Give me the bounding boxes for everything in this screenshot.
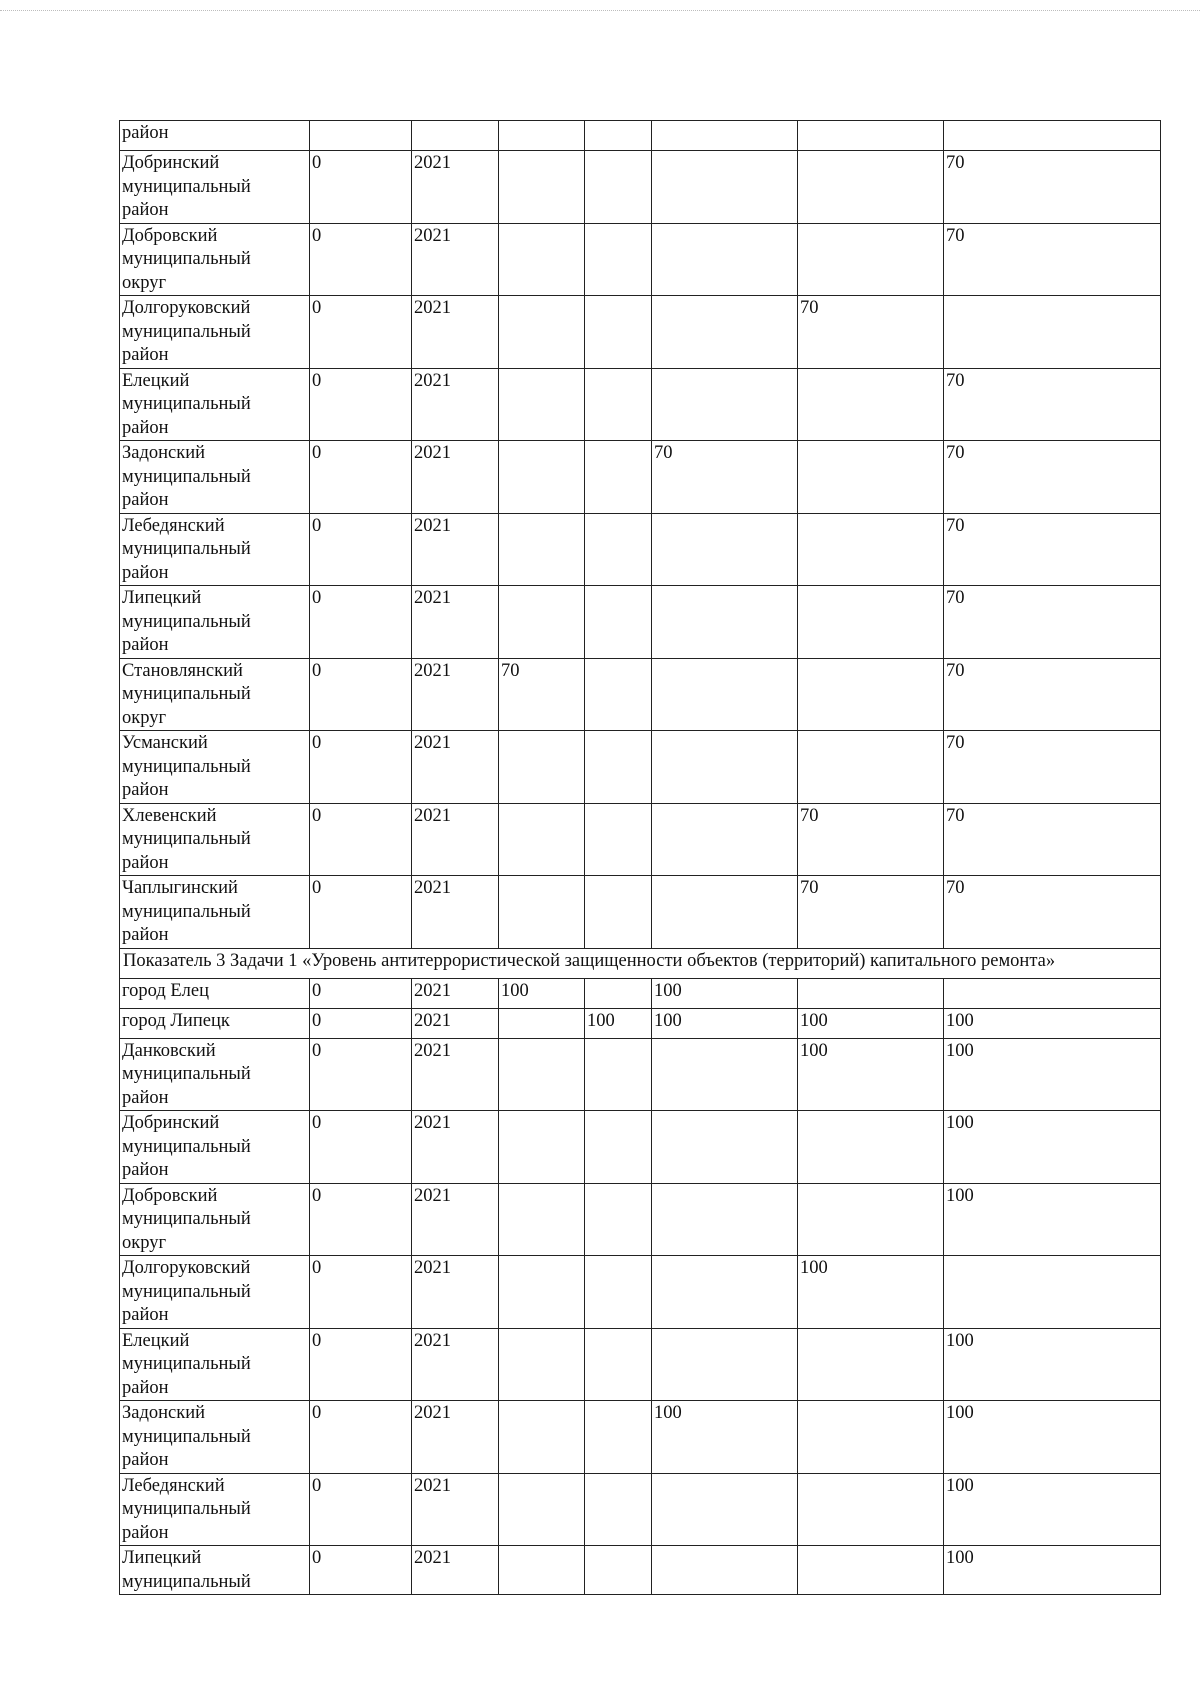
- table-cell: [499, 586, 585, 659]
- table-cell: [585, 368, 652, 441]
- table-cell: [585, 1038, 652, 1111]
- municipality-name-cell: Чаплыгинский муниципальный район: [120, 876, 310, 949]
- table-cell: 2021: [412, 368, 499, 441]
- municipality-name-cell: Усманский муниципальный район: [120, 731, 310, 804]
- table-row: [120, 1008, 1161, 1038]
- indicator-header-row: [120, 948, 1161, 978]
- table-cell: [944, 121, 1161, 151]
- table-cell: [585, 1473, 652, 1546]
- table-cell: 100: [944, 1038, 1161, 1111]
- table-cell: [499, 1038, 585, 1111]
- table-cell: 2021: [412, 513, 499, 586]
- table-cell: 0: [310, 731, 412, 804]
- table-cell: 70: [944, 731, 1161, 804]
- table-cell: 0: [310, 513, 412, 586]
- table-row: [120, 803, 1161, 876]
- table-cell: [499, 1546, 585, 1595]
- table-cell: [798, 151, 944, 224]
- table-cell: 0: [310, 1328, 412, 1401]
- table-cell: [652, 586, 798, 659]
- table-cell: [499, 1256, 585, 1329]
- municipality-name-cell: Долгоруковский муниципальный район: [120, 1256, 310, 1329]
- table-cell: 0: [310, 441, 412, 514]
- table-cell: 100: [944, 1111, 1161, 1184]
- table-row: [120, 1256, 1161, 1329]
- table-row: [120, 151, 1161, 224]
- table-cell: 2021: [412, 586, 499, 659]
- municipality-name-cell: Добринский муниципальный район: [120, 151, 310, 224]
- table-cell: [412, 121, 499, 151]
- municipality-name-cell: Хлевенский муниципальный район: [120, 803, 310, 876]
- table-row: [120, 1473, 1161, 1546]
- table-cell: [499, 1473, 585, 1546]
- municipality-name-cell: Елецкий муниципальный район: [120, 1328, 310, 1401]
- table-row: [120, 513, 1161, 586]
- table-cell: 0: [310, 1256, 412, 1329]
- table-row: [120, 1401, 1161, 1474]
- municipality-name-cell: город Липецк: [120, 1008, 310, 1038]
- table-cell: [310, 121, 412, 151]
- table-cell: 2021: [412, 223, 499, 296]
- table-cell: 0: [310, 1008, 412, 1038]
- table-row: [120, 586, 1161, 659]
- table-cell: [585, 1183, 652, 1256]
- table-row: [120, 368, 1161, 441]
- table-cell: [798, 368, 944, 441]
- table-cell: [585, 1401, 652, 1474]
- table-cell: [798, 223, 944, 296]
- table-cell: 0: [310, 223, 412, 296]
- municipality-name-cell: Добринский муниципальный район: [120, 1111, 310, 1184]
- table-cell: 70: [798, 296, 944, 369]
- table-row: [120, 1111, 1161, 1184]
- table-cell: 70: [944, 513, 1161, 586]
- table-cell: [652, 1328, 798, 1401]
- table-cell: [585, 658, 652, 731]
- table-cell: 0: [310, 978, 412, 1008]
- table-cell: [652, 803, 798, 876]
- table-cell: 70: [798, 876, 944, 949]
- table-cell: 2021: [412, 441, 499, 514]
- municipality-name-cell: район: [120, 121, 310, 151]
- table-cell: [652, 1256, 798, 1329]
- table-cell: [652, 151, 798, 224]
- table-cell: [499, 223, 585, 296]
- municipality-name-cell: Данковский муниципальный район: [120, 1038, 310, 1111]
- table-cell: [499, 1111, 585, 1184]
- table-cell: [798, 1473, 944, 1546]
- table-cell: 100: [652, 1401, 798, 1474]
- table-cell: [499, 1328, 585, 1401]
- table-cell: 2021: [412, 1256, 499, 1329]
- table-row: [120, 296, 1161, 369]
- table-cell: 0: [310, 1111, 412, 1184]
- table-cell: 2021: [412, 1401, 499, 1474]
- table-cell: 70: [652, 441, 798, 514]
- table-cell: [499, 513, 585, 586]
- table-cell: 2021: [412, 151, 499, 224]
- table-cell: 2021: [412, 978, 499, 1008]
- table-cell: [798, 513, 944, 586]
- table-cell: [944, 296, 1161, 369]
- table-cell: [585, 1546, 652, 1595]
- table-cell: 0: [310, 1546, 412, 1595]
- table-cell: 70: [944, 368, 1161, 441]
- table-cell: 2021: [412, 1111, 499, 1184]
- table-cell: 100: [585, 1008, 652, 1038]
- table-cell: [652, 368, 798, 441]
- table-cell: [585, 223, 652, 296]
- table-cell: [585, 731, 652, 804]
- table-cell: 70: [499, 658, 585, 731]
- table-cell: [944, 978, 1161, 1008]
- table-cell: [499, 368, 585, 441]
- table-cell: 0: [310, 296, 412, 369]
- table-cell: [585, 876, 652, 949]
- table-cell: 70: [944, 151, 1161, 224]
- table-cell: 2021: [412, 1183, 499, 1256]
- table-row: [120, 223, 1161, 296]
- table-cell: 100: [944, 1546, 1161, 1595]
- table-cell: 2021: [412, 658, 499, 731]
- table-cell: [499, 296, 585, 369]
- table-cell: [585, 296, 652, 369]
- table-cell: [652, 121, 798, 151]
- table-row: [120, 876, 1161, 949]
- table-row: [120, 1183, 1161, 1256]
- table-cell: [585, 151, 652, 224]
- table-cell: [798, 1328, 944, 1401]
- table-row: [120, 441, 1161, 514]
- table-cell: [798, 731, 944, 804]
- table-row: [120, 1546, 1161, 1595]
- table-row: [120, 731, 1161, 804]
- table-cell: [652, 1183, 798, 1256]
- table-cell: [652, 1546, 798, 1595]
- table-cell: 2021: [412, 1038, 499, 1111]
- table-cell: [499, 151, 585, 224]
- table-cell: [652, 223, 798, 296]
- table-cell: 2021: [412, 296, 499, 369]
- table-cell: [652, 658, 798, 731]
- table-cell: 100: [944, 1008, 1161, 1038]
- table-cell: [652, 731, 798, 804]
- table-cell: [944, 1256, 1161, 1329]
- scan-edge-line: [0, 10, 1200, 11]
- municipality-name-cell: Липецкий муниципальный район: [120, 586, 310, 659]
- table-cell: 2021: [412, 1546, 499, 1595]
- table-cell: [499, 121, 585, 151]
- table-row: [120, 1328, 1161, 1401]
- table-cell: [798, 441, 944, 514]
- table-cell: [652, 1111, 798, 1184]
- table-cell: 2021: [412, 1473, 499, 1546]
- table-cell: [499, 441, 585, 514]
- table-cell: 2021: [412, 803, 499, 876]
- table-cell: [499, 1008, 585, 1038]
- table-cell: 100: [944, 1183, 1161, 1256]
- table-cell: 100: [652, 1008, 798, 1038]
- table-cell: [585, 441, 652, 514]
- table-cell: [499, 803, 585, 876]
- municipality-name-cell: Становлянский муниципальный округ: [120, 658, 310, 731]
- table-cell: 0: [310, 1473, 412, 1546]
- table-cell: 0: [310, 1183, 412, 1256]
- table-cell: [798, 1401, 944, 1474]
- table-cell: 2021: [412, 1328, 499, 1401]
- table-cell: [798, 586, 944, 659]
- table-row: [120, 978, 1161, 1008]
- table-cell: 0: [310, 151, 412, 224]
- table-cell: [798, 1183, 944, 1256]
- table-cell: 0: [310, 876, 412, 949]
- table-cell: [499, 1401, 585, 1474]
- table-cell: [585, 121, 652, 151]
- table-cell: 0: [310, 586, 412, 659]
- table-cell: [585, 1256, 652, 1329]
- municipality-name-cell: Долгоруковский муниципальный район: [120, 296, 310, 369]
- table-cell: 0: [310, 1038, 412, 1111]
- table-row: [120, 1038, 1161, 1111]
- table-cell: [585, 1328, 652, 1401]
- table-cell: [499, 731, 585, 804]
- table-cell: [585, 586, 652, 659]
- municipality-name-cell: Задонский муниципальный район: [120, 441, 310, 514]
- municipality-name-cell: Липецкий муниципальный: [120, 1546, 310, 1595]
- table-cell: [585, 513, 652, 586]
- table-cell: 2021: [412, 876, 499, 949]
- indicator-title: Показатель 3 Задачи 1 «Уровень антитеррористической защищенности объектов (территорий) капитального ремонта»: [120, 948, 1161, 978]
- table-cell: 0: [310, 803, 412, 876]
- table-cell: [652, 876, 798, 949]
- municipality-name-cell: город Елец: [120, 978, 310, 1008]
- table-cell: 70: [944, 586, 1161, 659]
- table-cell: 2021: [412, 731, 499, 804]
- table-cell: [798, 1546, 944, 1595]
- table-cell: [585, 803, 652, 876]
- table-cell: [652, 1473, 798, 1546]
- table-cell: 0: [310, 368, 412, 441]
- table-cell: [652, 513, 798, 586]
- table-cell: 70: [798, 803, 944, 876]
- table-cell: 100: [944, 1473, 1161, 1546]
- table-cell: 100: [798, 1038, 944, 1111]
- table-cell: [798, 1111, 944, 1184]
- table-cell: 100: [798, 1256, 944, 1329]
- table-cell: [652, 296, 798, 369]
- table-cell: 100: [798, 1008, 944, 1038]
- table-cell: 70: [944, 441, 1161, 514]
- table-cell: 0: [310, 658, 412, 731]
- table-cell: [798, 978, 944, 1008]
- table-cell: 70: [944, 223, 1161, 296]
- table-row: [120, 121, 1161, 151]
- municipality-name-cell: Добровский муниципальный округ: [120, 223, 310, 296]
- table-cell: 70: [944, 658, 1161, 731]
- table-cell: 100: [652, 978, 798, 1008]
- municipality-name-cell: Лебедянский муниципальный район: [120, 513, 310, 586]
- municipality-name-cell: Лебедянский муниципальный район: [120, 1473, 310, 1546]
- table-cell: 100: [944, 1328, 1161, 1401]
- table-cell: [652, 1038, 798, 1111]
- table-cell: 2021: [412, 1008, 499, 1038]
- table-cell: [798, 121, 944, 151]
- table-cell: [499, 876, 585, 949]
- table-cell: [499, 1183, 585, 1256]
- municipality-name-cell: Задонский муниципальный район: [120, 1401, 310, 1474]
- table-cell: 100: [499, 978, 585, 1008]
- table-row: [120, 658, 1161, 731]
- municipality-name-cell: Елецкий муниципальный район: [120, 368, 310, 441]
- table-cell: 0: [310, 1401, 412, 1474]
- table-cell: [585, 978, 652, 1008]
- table-cell: 70: [944, 803, 1161, 876]
- table-cell: [585, 1111, 652, 1184]
- table-cell: [798, 658, 944, 731]
- municipality-name-cell: Добровский муниципальный округ: [120, 1183, 310, 1256]
- table-cell: 70: [944, 876, 1161, 949]
- indicators-table: [119, 120, 1161, 1595]
- table-cell: 100: [944, 1401, 1161, 1474]
